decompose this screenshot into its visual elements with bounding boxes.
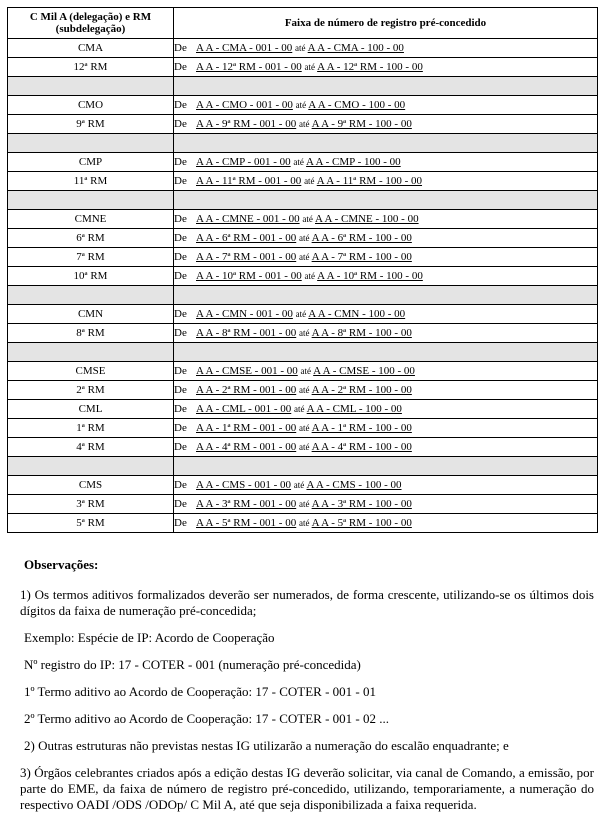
observation-example: Exemplo: Espécie de IP: Acordo de Cooperação [24,630,275,645]
range-cell [174,514,598,533]
command-cell: 1ª RM [8,419,174,438]
range-cell [174,362,598,381]
table-row [8,419,598,438]
de-label: De [174,118,187,130]
command-cell: 7ª RM [8,248,174,267]
table-row [8,438,598,457]
table-row [8,476,598,495]
ate-label: até [302,214,313,224]
range-from: A A - 4ª RM - 001 - 00 [196,441,297,453]
range-cell [174,248,598,267]
range-to: A A - CMN - 100 - 00 [308,308,406,320]
separator-cell [174,457,598,476]
range-from: A A - 11ª RM - 001 - 00 [196,175,302,187]
ate-label: até [294,404,305,414]
ate-label: até [295,100,307,110]
range-cell [174,210,598,229]
range-to: A A - CMS - 100 - 00 [306,479,402,491]
range-from: A A - CMS - 001 - 00 [196,479,292,491]
command-cell: 11ª RM [8,172,174,191]
table-row [8,172,598,191]
range-cell [174,419,598,438]
table-row [8,210,598,229]
de-label: De [174,61,187,73]
de-label: De [174,232,187,244]
table-row [8,400,598,419]
range-from: A A - 3ª RM - 001 - 00 [196,498,297,510]
de-label: De [174,517,187,529]
observation-termo-2: 2º Termo aditivo ao Acordo de Cooperação: 17 - COTER - 001 - 02 ... [24,711,389,726]
separator-cell [8,191,174,210]
ate-label: até [298,442,310,452]
range-from: A A - CML - 001 - 00 [196,403,292,415]
separator-cell [8,457,174,476]
table-row [8,324,598,343]
range-from: A A - CMO - 001 - 00 [196,99,293,111]
ate-label: até [298,385,310,395]
de-label: De [174,308,187,320]
separator-cell [8,77,174,96]
command-cell: 6ª RM [8,229,174,248]
ate-label: até [298,328,310,338]
range-to: A A - 5ª RM - 100 - 00 [311,517,412,529]
table-row [8,381,598,400]
de-label: De [174,422,187,434]
range-to: A A - 9ª RM - 100 - 00 [311,118,412,130]
range-to: A A - 8ª RM - 100 - 00 [311,327,412,339]
range-cell [174,229,598,248]
observation-item-3: 3) Órgãos celebrantes criados após a edição destas IG deverão solicitar, via canal de Comando, a emissão, por parte do EME, da faixa de número de registro pré-concedido, utilizando, temporariamente, a numeração do respectivo OADI /ODS /ODOp/ C Mil A, até que seja disponibilizada a faixa requerida. [20,765,594,812]
range-from: A A - 5ª RM - 001 - 00 [196,517,297,529]
command-cell: CMSE [8,362,174,381]
range-cell [174,495,598,514]
range-cell [174,96,598,115]
table-body [8,39,598,533]
range-cell [174,153,598,172]
ate-label: até [293,157,304,167]
range-cell [174,58,598,77]
table-row [8,58,598,77]
observations-title: Observações: [24,557,99,572]
group-separator [8,191,598,210]
range-to: A A - 7ª RM - 100 - 00 [311,251,412,263]
separator-cell [174,134,598,153]
range-to: A A - 6ª RM - 100 - 00 [311,232,412,244]
observation-item-1: 1) Os termos aditivos formalizados deverão ser numerados, de forma crescente, utilizando-se os últimos dois dígitos da faixa de numeração pré-concedida; [20,587,594,618]
command-cell: 4ª RM [8,438,174,457]
group-separator [8,457,598,476]
table-row [8,96,598,115]
table-row [8,39,598,58]
range-to: A A - CML - 100 - 00 [306,403,402,415]
range-cell [174,324,598,343]
range-cell [174,39,598,58]
header-command: C Mil A (delegação) e RM (subdelegação) [8,8,174,39]
command-cell: 9ª RM [8,115,174,134]
range-cell [174,438,598,457]
de-label: De [174,213,187,225]
range-to: A A - 12ª RM - 100 - 00 [317,61,423,73]
range-cell [174,115,598,134]
range-to: A A - CMO - 100 - 00 [308,99,406,111]
header-range: Faixa de número de registro pré-concedido [174,8,598,39]
range-to: A A - CMNE - 100 - 00 [315,213,419,225]
range-from: A A - CMNE - 001 - 00 [196,213,300,225]
table-row [8,115,598,134]
command-cell: CMA [8,39,174,58]
separator-cell [8,343,174,362]
range-from: A A - 9ª RM - 001 - 00 [196,118,297,130]
command-cell: CMS [8,476,174,495]
range-to: A A - 4ª RM - 100 - 00 [311,441,412,453]
range-cell [174,267,598,286]
range-to: A A - CMSE - 100 - 00 [313,365,415,377]
ate-label: até [304,62,315,72]
de-label: De [174,365,187,377]
range-to: A A - 10ª RM - 100 - 00 [317,270,423,282]
ate-label: até [298,499,310,509]
command-cell: 3ª RM [8,495,174,514]
table-row [8,514,598,533]
command-cell: CMN [8,305,174,324]
ate-label: até [298,119,310,129]
de-label: De [174,99,187,111]
separator-cell [8,134,174,153]
range-to: A A - CMA - 100 - 00 [307,42,404,54]
group-separator [8,343,598,362]
command-cell: CML [8,400,174,419]
range-from: A A - 2ª RM - 001 - 00 [196,384,297,396]
ate-label: até [293,480,305,490]
range-from: A A - CMA - 001 - 00 [196,42,293,54]
ate-label: até [300,366,312,376]
range-to: A A - 2ª RM - 100 - 00 [311,384,412,396]
command-cell: 10ª RM [8,267,174,286]
separator-cell [174,286,598,305]
ate-label: até [295,309,307,319]
de-label: De [174,42,187,54]
command-cell: 2ª RM [8,381,174,400]
table-row [8,248,598,267]
range-from: A A - CMSE - 001 - 00 [196,365,298,377]
range-cell [174,476,598,495]
group-separator [8,286,598,305]
range-from: A A - 7ª RM - 001 - 00 [196,251,297,263]
range-from: A A - 6ª RM - 001 - 00 [196,232,297,244]
command-cell: 8ª RM [8,324,174,343]
de-label: De [174,479,187,491]
separator-cell [174,343,598,362]
observation-registro: Nº registro do IP: 17 - COTER - 001 (numeração pré-concedida) [24,657,361,672]
range-from: A A - CMP - 001 - 00 [196,156,291,168]
range-from: A A - 1ª RM - 001 - 00 [196,422,297,434]
de-label: De [174,441,187,453]
ate-label: até [304,176,315,186]
table-row [8,305,598,324]
command-cell: CMP [8,153,174,172]
range-to: A A - 11ª RM - 100 - 00 [316,175,423,187]
ate-label: até [298,423,310,433]
range-to: A A - 1ª RM - 100 - 00 [311,422,412,434]
command-cell: 5ª RM [8,514,174,533]
command-cell: 12ª RM [8,58,174,77]
de-label: De [174,175,187,187]
range-cell [174,381,598,400]
de-label: De [174,270,187,282]
ate-label: até [298,233,310,243]
table-header-row [8,8,598,39]
separator-cell [174,77,598,96]
de-label: De [174,403,187,415]
command-cell: CMNE [8,210,174,229]
range-from: A A - 12ª RM - 001 - 00 [196,61,302,73]
range-to: A A - CMP - 100 - 00 [306,156,401,168]
range-cell [174,400,598,419]
table-row [8,267,598,286]
table-row [8,153,598,172]
de-label: De [174,251,187,263]
command-cell: CMO [8,96,174,115]
range-cell [174,305,598,324]
ate-label: até [295,43,306,53]
separator-cell [8,286,174,305]
range-cell [174,172,598,191]
de-label: De [174,156,187,168]
registry-table [7,7,598,533]
de-label: De [174,384,187,396]
de-label: De [174,498,187,510]
observation-termo-1: 1º Termo aditivo ao Acordo de Cooperação: 17 - COTER - 001 - 01 [24,684,376,699]
table-row [8,362,598,381]
observation-item-2: 2) Outras estruturas não previstas nestas IG utilizarão a numeração do escalão enquadrante; e [24,738,509,753]
ate-label: até [304,271,315,281]
ate-label: até [298,252,310,262]
range-from: A A - 10ª RM - 001 - 00 [196,270,302,282]
de-label: De [174,327,187,339]
range-to: A A - 3ª RM - 100 - 00 [311,498,412,510]
range-from: A A - 8ª RM - 001 - 00 [196,327,297,339]
ate-label: até [298,518,310,528]
range-from: A A - CMN - 001 - 00 [196,308,293,320]
table-row [8,229,598,248]
observations-section [20,557,594,824]
table-row [8,495,598,514]
group-separator [8,77,598,96]
group-separator [8,134,598,153]
separator-cell [174,191,598,210]
